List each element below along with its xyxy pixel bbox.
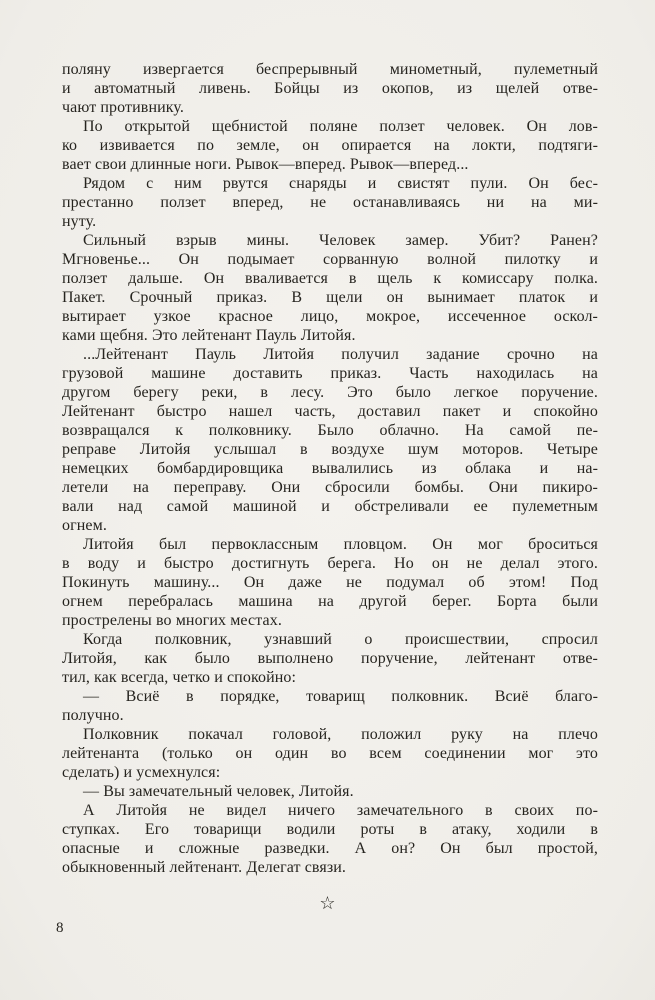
paragraph <box>62 231 598 345</box>
text-line: вытирает узкое красное лицо, мокрое, иссеченное оскол- <box>62 308 598 325</box>
text-line: обыкновенный лейтенант. Делегат связи. <box>62 859 347 876</box>
paragraph <box>62 60 598 117</box>
page-text <box>62 60 598 877</box>
text-line: Когда полковник, узнавший о происшествии, спросил <box>83 631 598 648</box>
text-line: Покинуть машину... Он даже не подумал об этом! Под <box>62 574 598 591</box>
text-line: ступках. Его товарищи водили роты в атаку, ходили в <box>62 821 598 838</box>
text-line: лейтенанта (только он один во всем соединении мог это <box>62 745 598 762</box>
text-line: опасные и сложные разведки. А он? Он был простой, <box>62 840 598 857</box>
text-line: Мгновенье... Он подымает сорванную волной пилотку и <box>62 251 598 268</box>
text-line: ко извивается по земле, он опирается на локти, подтяги- <box>62 137 598 154</box>
text-line: тил, как всегда, четко и спокойно: <box>62 669 297 686</box>
text-line: Сильный взрыв мины. Человек замер. Убит? Ранен? <box>83 232 598 249</box>
text-line: вает свои длинные ноги. Рывок—вперед. Рывок—вперед... <box>62 156 469 173</box>
text-line: — Вы замечательный человек, Литойя. <box>83 783 354 800</box>
text-line: По открытой щебнистой поляне ползет человек. Он лов- <box>83 118 598 135</box>
text-line: ...Лейтенант Пауль Литойя получил задание срочно на <box>83 346 598 363</box>
page-number: 8 <box>56 920 64 936</box>
text-line: в воду и быстро достигнуть берега. Но он не делал этого. <box>62 555 598 572</box>
text-line: другом берегу реки, в лесу. Это было легкое поручение. <box>62 384 598 401</box>
text-line: реправе Литойя услышал в воздухе шум моторов. Четыре <box>62 441 598 458</box>
paragraph <box>62 630 598 687</box>
paragraph <box>62 687 598 725</box>
text-line: — Всиё в порядке, товарищ полковник. Всиё благо- <box>83 688 598 705</box>
text-line: Пакет. Срочный приказ. В щели он вынимает платок и <box>62 289 598 306</box>
text-line: огнем перебралась машина на другой берег. Борта были <box>62 593 598 610</box>
text-line: возвращался к полковнику. Было облачно. На самой пе- <box>62 422 598 439</box>
text-line: Рядом с ним рвутся снаряды и свистят пули. Он бес- <box>83 175 598 192</box>
text-line: чают противнику. <box>62 99 185 116</box>
text-line: летели на переправу. Они сбросили бомбы. Они пикиро- <box>62 479 598 496</box>
paragraph <box>62 174 598 231</box>
text-line: грузовой машине доставить приказ. Часть находилась на <box>62 365 598 382</box>
text-line: Литойя, как было выполнено поручение, лейтенант отве- <box>62 650 598 667</box>
text-line: огнем. <box>62 517 107 534</box>
text-line: поляну извергается беспрерывный минометный, пулеметный <box>62 61 598 78</box>
text-line: Полковник покачал головой, положил руку на плечо <box>83 726 598 743</box>
text-line: ползет дальше. Он вваливается в щель к комиссару полка. <box>62 270 598 287</box>
text-line: А Литойя не видел ничего замечательного в своих по- <box>83 802 598 819</box>
paragraph <box>62 535 598 630</box>
text-line: ками щебня. Это лейтенант Пауль Литойя. <box>62 327 356 344</box>
paragraph <box>62 725 598 782</box>
section-divider <box>0 893 655 913</box>
text-line: престанно ползет вперед, не останавливаясь ни на ми- <box>62 194 598 211</box>
paragraph <box>62 117 598 174</box>
paragraph <box>62 782 598 801</box>
paragraph <box>62 801 598 877</box>
text-line: вали над самой машиной и обстреливали ее пулеметным <box>62 498 598 515</box>
text-line: и автоматный ливень. Бойцы из окопов, из щелей отве- <box>62 80 598 97</box>
star-icon: ☆ <box>319 893 336 913</box>
text-line: Лейтенант быстро нашел часть, доставил пакет и спокойно <box>62 403 598 420</box>
paragraph <box>62 345 598 535</box>
text-line: сделать) и усмехнулся: <box>62 764 221 781</box>
text-line: получно. <box>62 707 124 724</box>
text-line: Литойя был первоклассным пловцом. Он мог броситься <box>83 536 598 553</box>
text-line: немецких бомбардировщика вывалились из облака и на- <box>62 460 598 477</box>
text-line: прострелены во многих местах. <box>62 612 282 629</box>
text-line: нуту. <box>62 213 97 230</box>
